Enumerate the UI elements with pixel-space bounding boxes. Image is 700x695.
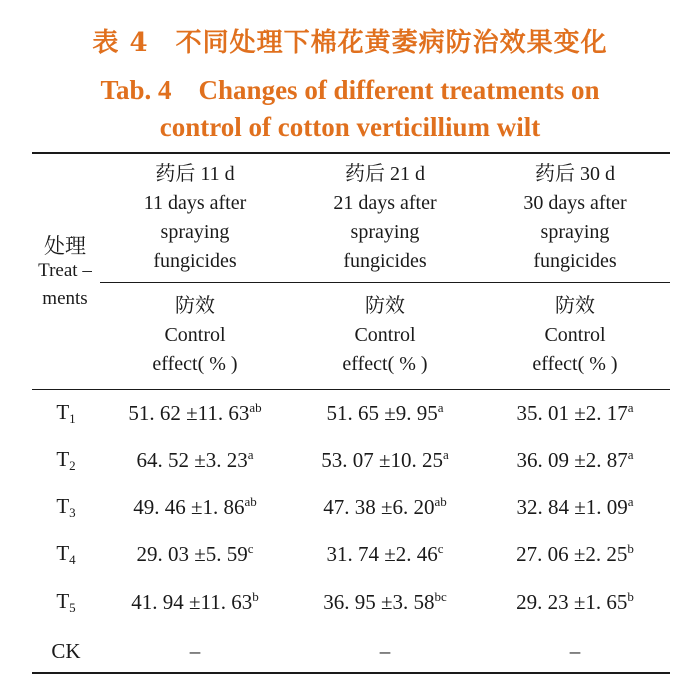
table-cell: 31. 74 ±2. 46$^c$ <box>326 541 444 566</box>
table-top-rule <box>32 152 670 154</box>
header-divider-rule <box>100 282 670 283</box>
table-cell: 29. 03 ±5. 59$^c$ <box>136 541 254 566</box>
table-cell: 32. 84 ±1. 09$^a$ <box>516 494 634 519</box>
significance-letter: c <box>247 541 254 556</box>
table-bottom-rule <box>32 672 670 674</box>
metric-header-30d: 防效 Control effect( % ) <box>532 295 618 375</box>
significance-letter: b <box>627 541 634 556</box>
table-cell: 35. 01 ±2. 17$^a$ <box>516 400 634 425</box>
significance-letter: b <box>627 589 634 604</box>
significance-letter: c <box>437 541 444 556</box>
table-cell: 51. 62 ±11. $63^{ab}$ <box>128 400 262 425</box>
table-cell: 41. 94 ±11. 63$^b$ <box>131 589 259 614</box>
significance-letter: ab <box>244 494 257 509</box>
significance-letter: a <box>627 447 634 462</box>
metric-header-21d: 防效 Control effect( % ) <box>342 295 428 375</box>
treat-header-en2: ments <box>42 288 88 309</box>
table-cell: 53. 07 ±10. 25$^a$ <box>321 447 449 472</box>
significance-letter: a <box>627 494 634 509</box>
table-cell: 36. 09 ±2. 87$^a$ <box>516 447 634 472</box>
significance-letter: bc <box>434 589 447 604</box>
table-cell: 36. 95 ±3. $58^{bc}$ <box>323 589 447 614</box>
header-bottom-rule <box>32 389 670 390</box>
significance-letter: a <box>443 447 449 462</box>
table-cell: 64. 52 ±3. 23$^a$ <box>136 447 254 472</box>
row-label: CK <box>51 639 81 663</box>
metric-header-11d: 防效 Control effect( % ) <box>152 295 238 375</box>
row-label: $T_4$ <box>56 541 76 567</box>
significance-letter: b <box>252 589 259 604</box>
table-caption-en-line1: Tab. 4 Changes of different treatments on <box>100 75 600 105</box>
significance-letter: a <box>437 400 444 415</box>
treat-header-en1: Treat – <box>38 260 92 281</box>
row-label: $T_3$ <box>56 494 76 520</box>
row-label: $T_2$ <box>56 447 76 473</box>
significance-letter: ab <box>249 400 262 415</box>
table-cell: 51. 65 ±9. 95$^a$ <box>326 400 444 425</box>
time-header-21d: 药后 21 d 21 days after spraying fungicides <box>333 163 437 272</box>
table-caption-zh: 表 4 不同处理下棉花黄萎病防治效果变化 <box>92 28 608 58</box>
table-cell: 27. 06 ±2. 25$^b$ <box>516 541 634 566</box>
table-cell: 29. 23 ±1. 65$^b$ <box>516 589 634 614</box>
time-header-11d: 药后 11 d 11 days after spraying fungicides <box>143 163 247 272</box>
time-header-30d: 药后 30 d 30 days after spraying fungicides <box>523 163 627 272</box>
significance-letter: a <box>627 400 634 415</box>
row-label: $T_1$ <box>56 400 76 426</box>
treat-header-zh: 处理 <box>44 234 86 258</box>
table-cell: – <box>379 639 391 663</box>
table-cell: – <box>189 639 201 663</box>
significance-letter: a <box>247 447 254 462</box>
table-cell: 47. 38 ±6. $20^{ab}$ <box>323 494 447 519</box>
table-cell: 49. 46 ±1. $86^{ab}$ <box>133 494 257 519</box>
table-cell: – <box>569 639 581 663</box>
significance-letter: ab <box>434 494 447 509</box>
row-label: $T_5$ <box>56 589 76 615</box>
table-caption-en-line2: control of cotton verticillium wilt <box>159 112 541 142</box>
